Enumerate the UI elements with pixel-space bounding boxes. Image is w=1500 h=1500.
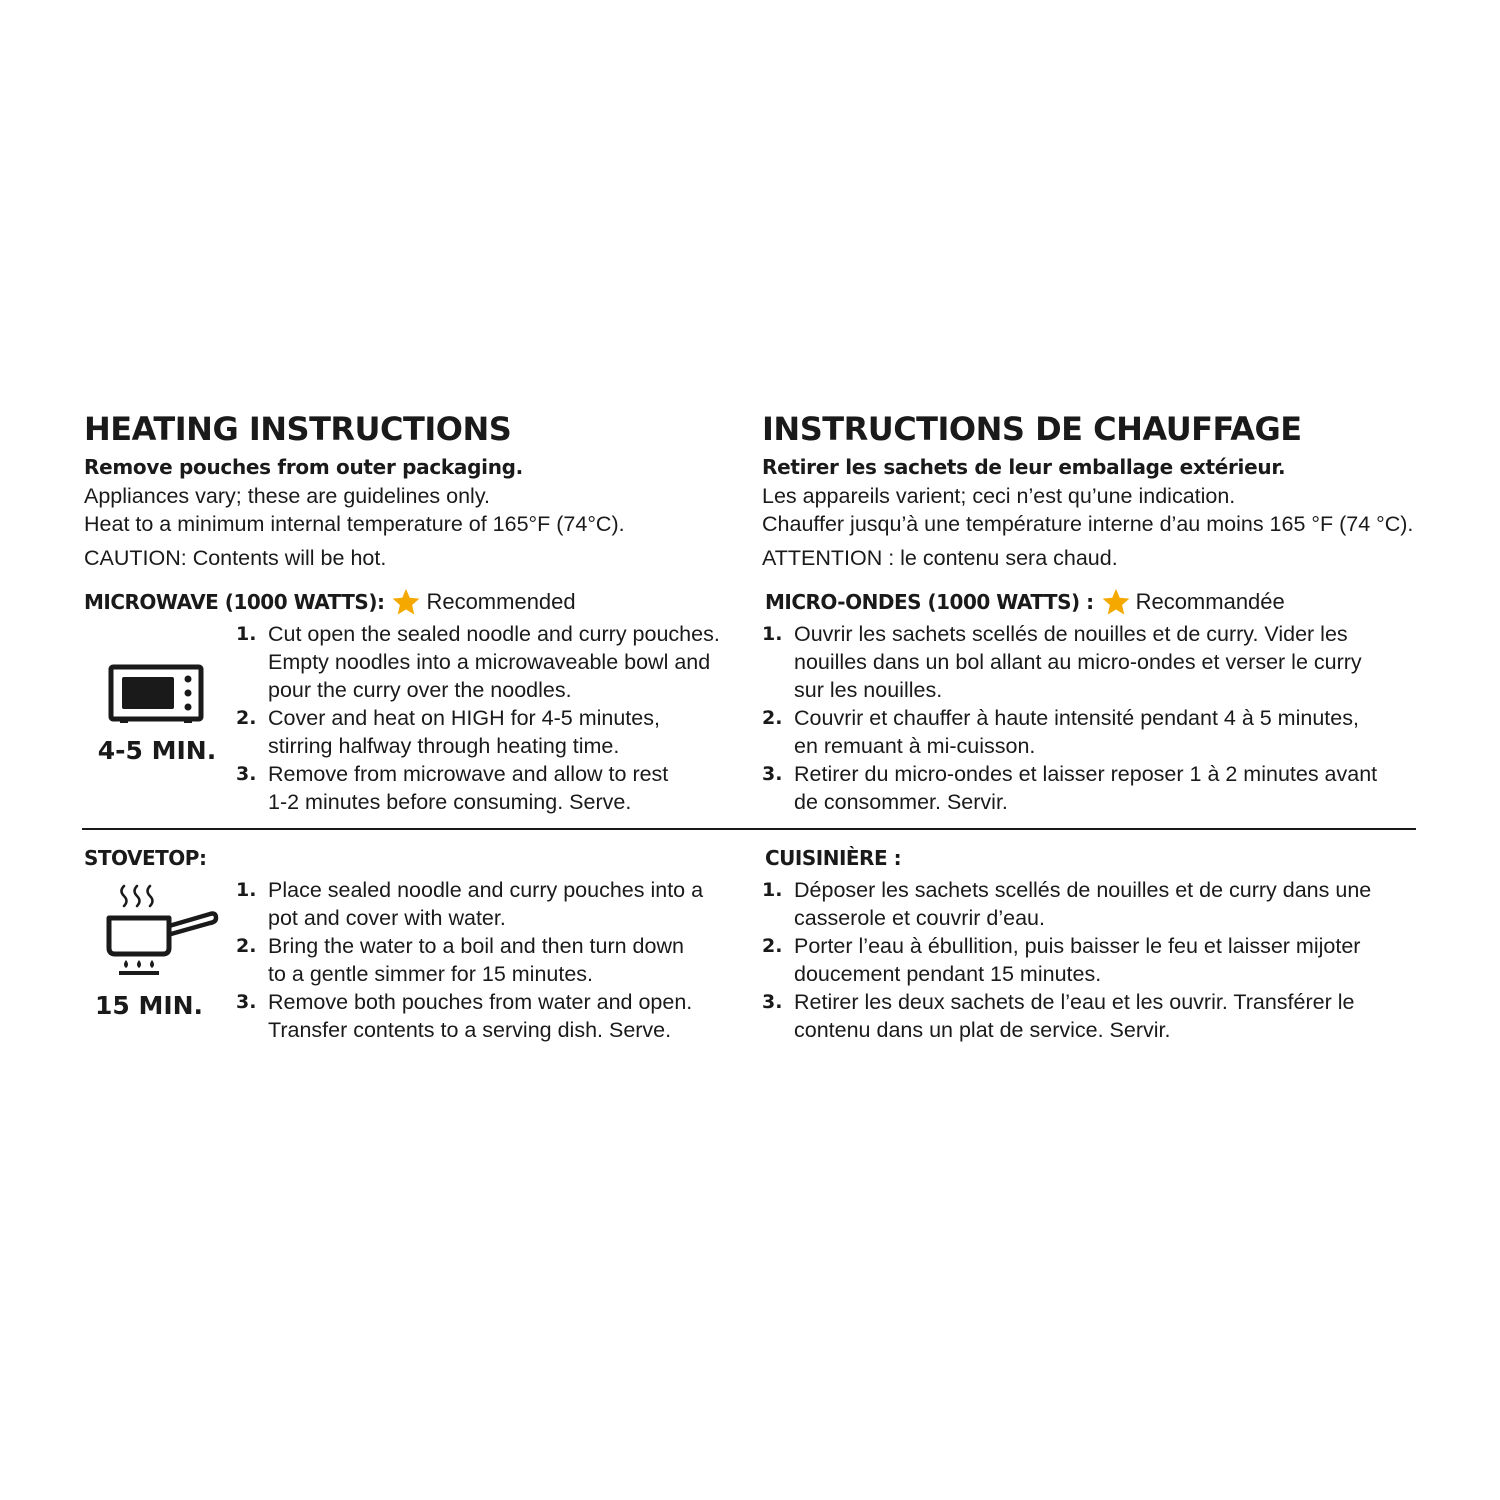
- microwave-time: 4-5 MIN.: [97, 736, 217, 765]
- step-line: Cut open the sealed noodle and curry pouches.: [268, 622, 720, 646]
- step-number: 1.: [762, 879, 783, 901]
- title-en: HEATING INSTRUCTIONS: [84, 410, 512, 448]
- step-line: pot and cover with water.: [268, 906, 506, 930]
- recommended-label-en: Recommended: [426, 589, 576, 614]
- subtitle-fr: Retirer les sachets de leur emballage extérieur.: [762, 455, 1286, 479]
- step-number: 1.: [762, 623, 783, 645]
- step-line: de consommer. Servir.: [794, 790, 1008, 814]
- step-line: stirring halfway through heating time.: [268, 734, 620, 758]
- step-line: casserole et couvrir d’eau.: [794, 906, 1045, 930]
- microwave-heading-en: [84, 586, 576, 618]
- stovetop-heading-label: STOVETOP:: [84, 846, 207, 870]
- stovetop-heading-en: [84, 844, 206, 872]
- list-item: [236, 760, 720, 816]
- step-line: en remuant à mi-cuisson.: [794, 734, 1036, 758]
- step-number: 3.: [762, 991, 783, 1013]
- step-number: 1.: [236, 879, 257, 901]
- title-fr: INSTRUCTIONS DE CHAUFFAGE: [762, 410, 1302, 448]
- step-line: Ouvrir les sachets scellés de nouilles et de curry. Vider les: [794, 622, 1348, 646]
- step-line: to a gentle simmer for 15 minutes.: [268, 962, 594, 986]
- list-item: [236, 620, 720, 704]
- microwave-steps-en: [236, 620, 720, 816]
- step-line: Empty noodles into a microwaveable bowl and: [268, 650, 711, 674]
- intro-en-1: Appliances vary; these are guidelines only.: [84, 484, 490, 508]
- list-item: [236, 704, 720, 760]
- step-line: Bring the water to a boil and then turn down: [268, 934, 684, 958]
- microwave-heading-fr: [765, 586, 1285, 618]
- list-item: [762, 876, 1371, 932]
- step-number: 2.: [236, 935, 257, 957]
- stovetop-time: 15 MIN.: [94, 991, 204, 1020]
- step-line: Place sealed noodle and curry pouches into a: [268, 878, 704, 902]
- step-number: 2.: [236, 707, 257, 729]
- intro-fr-1: Les appareils varient; ceci n’est qu’une indication.: [762, 484, 1236, 508]
- step-number: 2.: [762, 935, 783, 957]
- step-line: Remove from microwave and allow to rest: [268, 762, 669, 786]
- list-item: [236, 876, 703, 932]
- step-number: 2.: [762, 707, 783, 729]
- step-line: Remove both pouches from water and open.: [268, 990, 693, 1014]
- list-item: [762, 932, 1371, 988]
- step-line: pour the curry over the noodles.: [268, 678, 572, 702]
- intro-fr-3: ATTENTION : le contenu sera chaud.: [762, 546, 1118, 570]
- star-icon: [390, 587, 422, 617]
- recommended-label-fr: Recommandée: [1135, 589, 1285, 614]
- step-line: doucement pendant 15 minutes.: [794, 962, 1102, 986]
- step-line: Couvrir et chauffer à haute intensité pendant 4 à 5 minutes,: [794, 706, 1359, 730]
- step-number: 1.: [236, 623, 257, 645]
- microwave-icon: [108, 664, 204, 724]
- list-item: [762, 760, 1377, 816]
- subtitle-en: Remove pouches from outer packaging.: [84, 455, 523, 479]
- stovetop-heading-label: CUISINIÈRE :: [765, 846, 902, 870]
- step-number: 3.: [762, 763, 783, 785]
- step-line: 1-2 minutes before consuming. Serve.: [268, 790, 632, 814]
- list-item: [236, 932, 703, 988]
- step-number: 3.: [236, 763, 257, 785]
- step-number: 3.: [236, 991, 257, 1013]
- microwave-heading-label: MICRO-ONDES (1000 WATTS) :: [765, 590, 1094, 614]
- stovetop-steps-en: [236, 876, 703, 1044]
- step-line: contenu dans un plat de service. Servir.: [794, 1018, 1171, 1042]
- star-icon: [1100, 587, 1132, 617]
- step-line: Déposer les sachets scellés de nouilles et de curry dans une: [794, 878, 1372, 902]
- saucepan-icon: [104, 882, 220, 980]
- intro-en-2: Heat to a minimum internal temperature of 165°F (74°C).: [84, 512, 625, 536]
- list-item: [762, 704, 1377, 760]
- section-divider: [82, 828, 1416, 830]
- step-line: Retirer les deux sachets de l’eau et les ouvrir. Transférer le: [794, 990, 1355, 1014]
- step-line: nouilles dans un bol allant au micro-ondes et verser le curry: [794, 650, 1362, 674]
- intro-en-3: CAUTION: Contents will be hot.: [84, 546, 387, 570]
- list-item: [236, 988, 703, 1044]
- intro-fr-2: Chauffer jusqu’à une température interne d’au moins 165 °F (74 °C).: [762, 512, 1414, 536]
- stovetop-heading-fr: [765, 844, 901, 872]
- step-line: sur les nouilles.: [794, 678, 943, 702]
- list-item: [762, 988, 1371, 1044]
- microwave-steps-fr: [762, 620, 1377, 816]
- step-line: Retirer du micro-ondes et laisser reposer 1 à 2 minutes avant: [794, 762, 1378, 786]
- step-line: Transfer contents to a serving dish. Serve.: [268, 1018, 672, 1042]
- step-line: Cover and heat on HIGH for 4-5 minutes,: [268, 706, 660, 730]
- step-line: Porter l’eau à ébullition, puis baisser le feu et laisser mijoter: [794, 934, 1361, 958]
- list-item: [762, 620, 1377, 704]
- microwave-heading-label: MICROWAVE (1000 WATTS):: [84, 590, 385, 614]
- stovetop-steps-fr: [762, 876, 1371, 1044]
